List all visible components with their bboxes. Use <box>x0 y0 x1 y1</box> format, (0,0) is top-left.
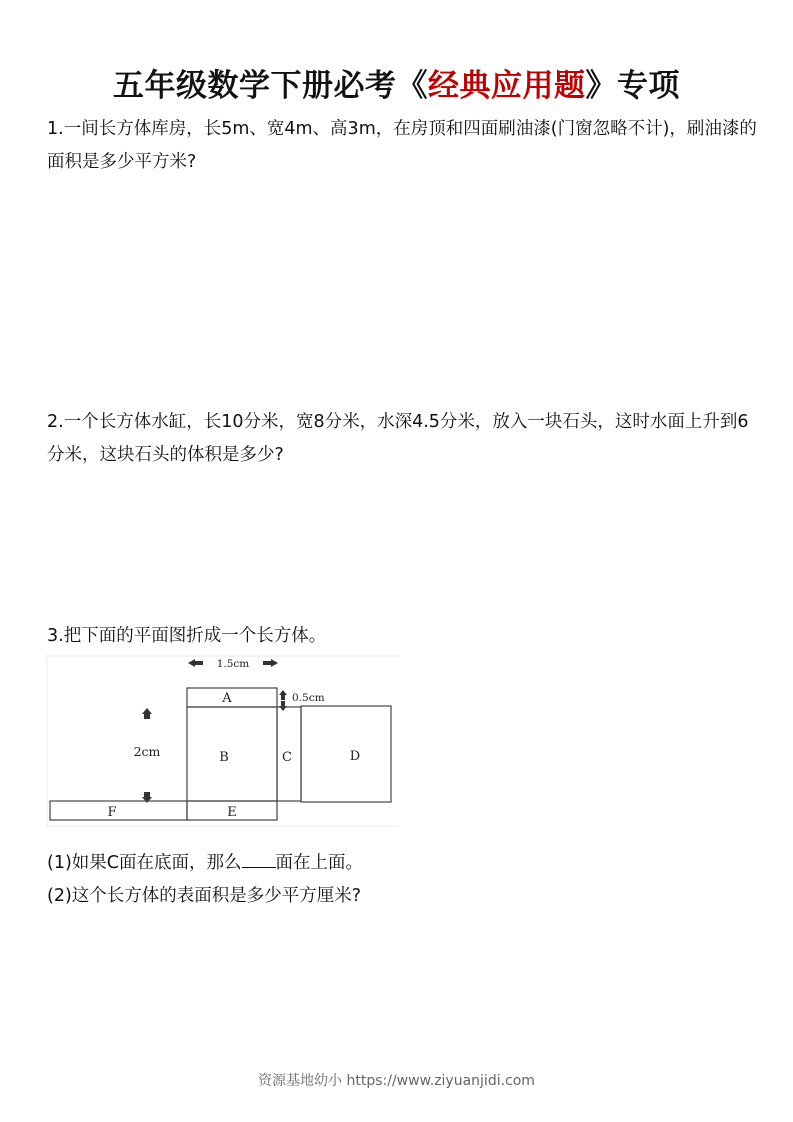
title-prefix: 五年级数学下册必考《 <box>113 68 428 104</box>
question-3: 3.把下面的平面图折成一个长方体。 <box>47 626 327 646</box>
face-a <box>187 688 277 707</box>
question-2: 2.一个长方体水缸，长10分米，宽8分米，水深4.5分米，放入一块石头，这时水面上升到6分米，这块石头的体积是多少? <box>47 412 749 465</box>
label-c: C <box>282 750 292 765</box>
answer-blank <box>242 849 276 868</box>
dim-top-label: 1.5cm <box>216 658 250 670</box>
question-3-part-1 <box>47 849 363 875</box>
dim-side-label: 0.5cm <box>292 692 325 704</box>
label-a: A <box>222 691 232 706</box>
label-b: B <box>219 750 229 765</box>
question-1: 1.一间长方体库房，长5m、宽4m、高3m，在房顶和四面刷油漆(门窗忽略不计)，刷油漆的面积是多少平方米? <box>47 119 757 172</box>
label-d: D <box>349 749 361 764</box>
footer-watermark: 资源基地幼小 https://www.ziyuanjidi.com <box>258 1073 535 1089</box>
question-3-part-2: (2)这个长方体的表面积是多少平方厘米? <box>47 886 362 906</box>
part-1-suffix: 面在上面。 <box>275 853 364 873</box>
face-d <box>301 706 391 802</box>
title-suffix: 》专项 <box>585 68 680 104</box>
label-f: F <box>107 805 117 820</box>
label-e: E <box>227 805 237 820</box>
face-b <box>187 707 277 801</box>
title-highlight: 经典应用题 <box>428 68 586 104</box>
dim-left-label: 2cm <box>133 744 161 759</box>
net-diagram <box>46 655 398 827</box>
page-title <box>0 60 793 105</box>
side-dimension-arrow <box>279 690 287 711</box>
part-1-prefix: (1)如果C面在底面，那么 <box>47 853 242 873</box>
face-f <box>50 801 187 820</box>
